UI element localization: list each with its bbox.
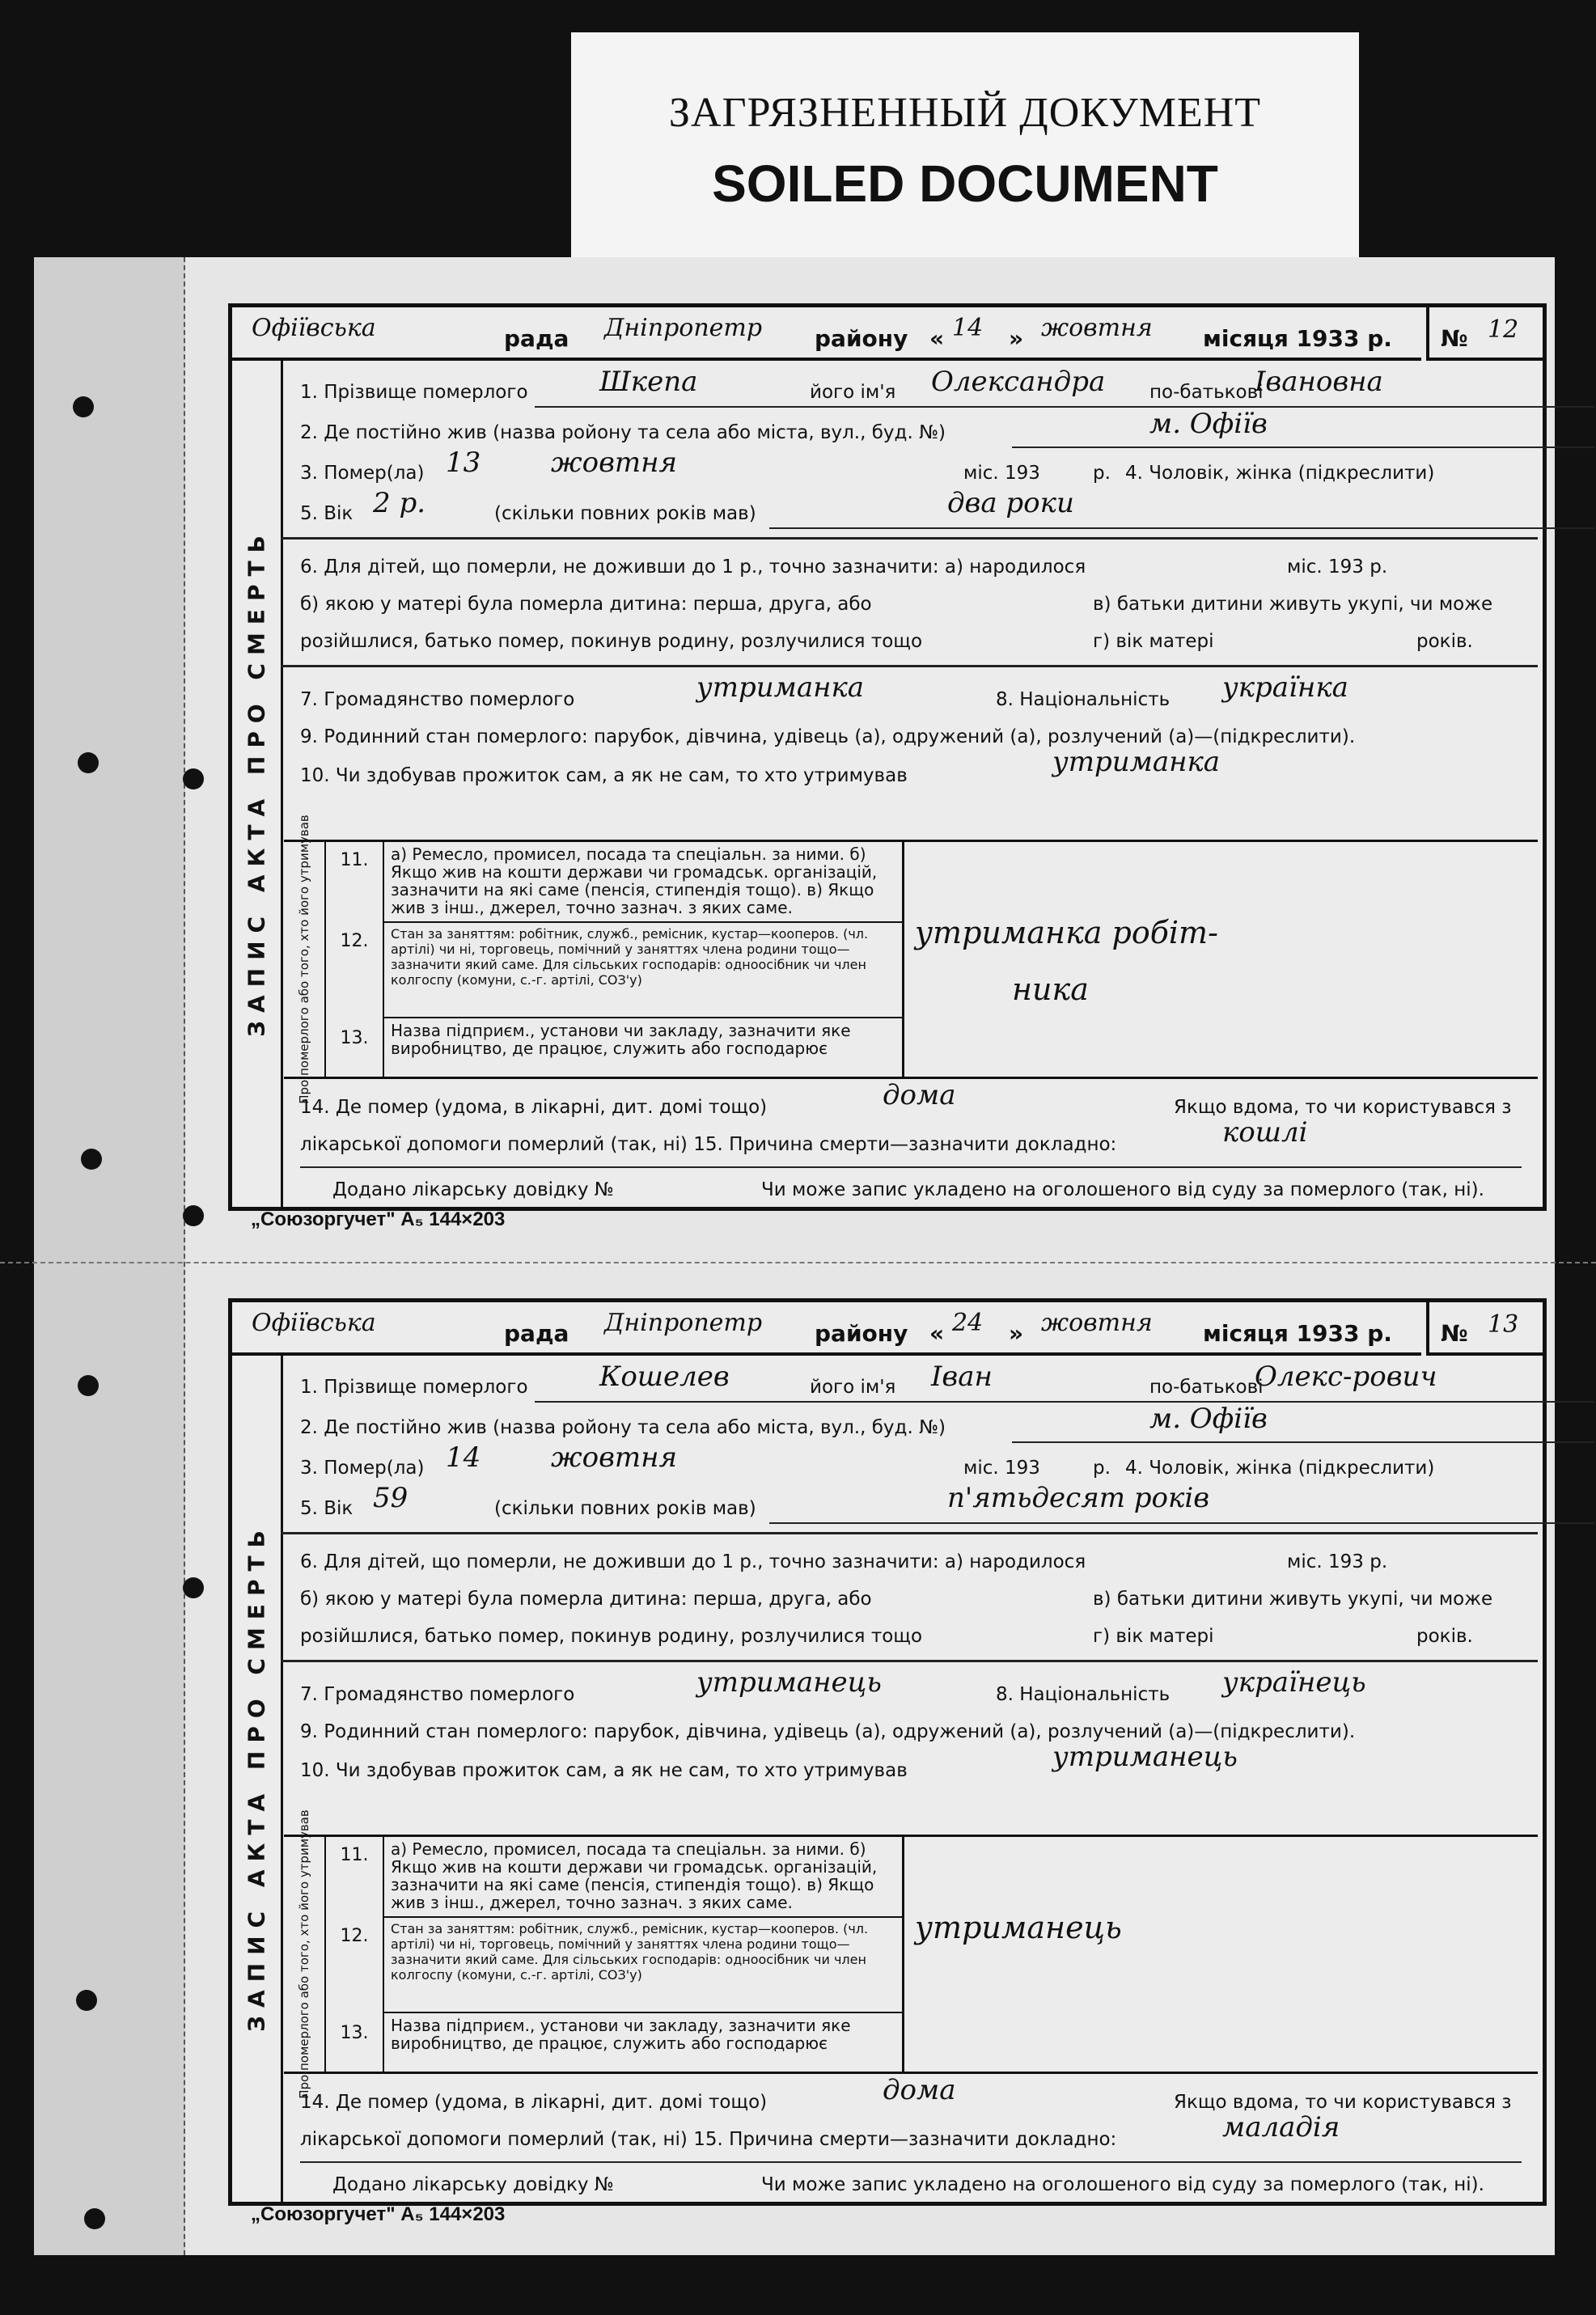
field-4-label: 4. Чоловік, жінка (підкреслити) [1125,463,1435,484]
nationality-value: українець [1222,1666,1366,1699]
item-12-text: Стан за заняттям: робітник, служб., ремісник, кустар—кооперов. (чл. артілі) чи ні, торговець, помічний у заняттях члена родини тощо—зазначити який саме. Для сільських господарів: одноосібник чи член колгоспу (комуни, с.-г. артілі, СОЗ'у) [384,1918,902,2013]
quote-open: « [929,325,945,352]
form-footer-1: „Союзоргучет" А₅ 144×203 [251,1208,506,1230]
field-3-month-label: міс. 193 [963,1458,1040,1479]
rada-label: рада [504,1320,569,1347]
age-words-value: два роки [947,487,1074,519]
month-year-label: місяця 1933 р. [1203,1320,1392,1347]
field-10-label: 10. Чи здобував прожиток сам, а як не сам, то хто утримував [300,1760,908,1781]
field-16-label: Додано лікарську довідку № [332,2174,614,2195]
died-day-value: 13 [446,446,481,479]
occupation-value-2: ника [1012,971,1089,1007]
field-6b-label: б) якою у матері була померла дитина: перша, друга, або [300,1589,872,1610]
underline [1012,446,1594,448]
occupation-numbers [326,842,384,1077]
name-value: Олександра [931,366,1106,398]
name-value: Іван [931,1361,993,1393]
surname-value: Шкепа [599,366,698,398]
citizenship-value: утриманець [696,1666,882,1699]
field-2-label: 2. Де постійно жив (назва ройону та села або міста, вул., буд. №) [300,1417,946,1438]
punch-hole [78,1375,99,1396]
field-14-note: Якщо вдома, то чи користувався з [1174,1097,1512,1118]
form-header [232,307,1421,361]
punch-hole [76,1990,97,2011]
address-value: м. Офіїв [1149,408,1268,440]
field-15-label: лікарської допомоги померлий (так, ні) 15. Причина смерти—зазначити докладно: [300,1134,1117,1155]
surname-value: Кошелев [599,1361,730,1393]
supported-by-value: утриманець [1052,1741,1238,1773]
binding-strip [34,257,185,2255]
section-divider [281,537,1538,540]
number-label: № [1441,1320,1468,1347]
side-title-text: ЗАПИС АКТА ПРО СМЕРТЬ [243,527,270,1037]
occupation-side-text: Про померлого або того, хто його утримував [297,1809,311,2099]
field-1-name-label: його ім'я [810,382,896,403]
field-16-note: Чи може запис укладено на оголошеного від суду за померлого (так, ні). [761,1179,1484,1200]
cause-value: кошлі [1222,1116,1308,1149]
field-5-label: 5. Вік [300,503,353,524]
form-footer-2: „Союзоргучет" А₅ 144×203 [251,2203,506,2225]
occupation-side [284,1809,326,2099]
field-6a-date: міс. 193 р. [1287,557,1388,578]
field-10-label: 10. Чи здобував прожиток сам, а як не сам, то хто утримував [300,765,908,786]
number-label: № [1441,325,1468,352]
field-7-label: 7. Громадянство померлого [300,1684,575,1705]
field-6b-label: б) якою у матері була померла дитина: перша, друга, або [300,594,872,615]
field-15-label: лікарської допомоги померлий (так, ні) 15. Причина смерти—зазначити докладно: [300,2129,1117,2150]
underline [300,2161,1522,2163]
patronymic-value: Івановна [1255,366,1383,398]
field-3-label: 3. Помер(ла) [300,463,425,484]
field-14-label: 14. Де помер (удома, в лікарні, дит. домі тощо) [300,1097,768,1118]
field-3-label: 3. Помер(ла) [300,1458,425,1479]
record-number-box [1426,1302,1543,1356]
soiled-document-stamp [571,32,1359,275]
underline [300,1166,1522,1168]
quote-open: « [929,1320,945,1347]
form-body [284,1352,1538,2202]
field-6v-label: в) батьки дитини живуть укупі, чи може [1093,594,1493,615]
item-12-number: 12. [340,1926,369,1946]
field-9-label: 9. Родинний стан померлого: парубок, дівчина, удівець (а), одружений (а), розлучений (а)—(підкреслити). [300,726,1356,747]
field-1-label: 1. Прізвище померлого [300,382,528,403]
underline [769,527,1594,529]
field-1-patr-label: по-батькові [1149,1377,1264,1398]
death-record-form-2 [228,1298,1547,2206]
underline [535,406,1594,408]
record-number: 13 [1488,1310,1519,1339]
punch-hole [183,1577,204,1598]
field-14-note: Якщо вдома, то чи користувався з [1174,2092,1512,2113]
address-value: м. Офіїв [1149,1403,1268,1435]
nationality-value: українка [1222,671,1348,704]
raion-label: району [815,1320,908,1347]
stamp-text-en: SOILED DOCUMENT [712,154,1218,213]
field-6a-date: міс. 193 р. [1287,1551,1388,1572]
field-7-label: 7. Громадянство померлого [300,689,575,710]
field-9-label: 9. Родинний стан померлого: парубок, дівчина, удівець (а), одружений (а), розлучений (а)—(підкреслити). [300,1721,1356,1742]
underline [769,1522,1594,1524]
stamp-text-ru: ЗАГРЯЗНЕННЫЙ ДОКУМЕНТ [668,90,1262,136]
raion-label: району [815,325,908,352]
record-number: 12 [1488,315,1519,344]
occupation-descriptions [384,842,904,1077]
field-8-label: 8. Національність [996,1684,1171,1705]
quote-close: » [1009,325,1024,352]
item-13-text: Назва підприєм., установи чи закладу, зазначити яке виробництво, де працює, служить або господарює [391,1021,851,1058]
month-year-label: місяця 1933 р. [1203,325,1392,352]
occupation-numbers [326,1837,384,2072]
side-title [232,358,283,1207]
selrada-value: Офіївська [252,314,376,342]
supported-by-value: утриманка [1052,746,1221,778]
field-5-note: (скільки повних років мав) [494,1498,756,1519]
occupation-descriptions [384,1837,904,2072]
item-11-text: а) Ремесло, промисел, посада та спеціальн. за ними. б) Якщо жив на кошти держави чи громадськ. організацій, зазначити на які саме (пенсія, стипендія тощо). в) Якщо жив з інш., джерел, точно зазнач. з яких саме. [384,842,902,923]
field-6v-label: в) батьки дитини живуть укупі, чи може [1093,1589,1493,1610]
died-day-value: 14 [446,1441,481,1474]
section-divider [281,1532,1538,1534]
field-6g-label: г) вік матері [1093,631,1214,652]
month-value: жовтня [1041,314,1153,342]
age-value: 59 [373,1482,409,1514]
form-body [284,358,1538,1207]
death-record-form-1 [228,303,1547,1211]
age-words-value: п'ятьдесят років [947,1482,1209,1514]
punch-hole [84,2208,105,2229]
punch-hole [183,1205,204,1226]
punch-hole [183,768,204,789]
citizenship-value: утриманка [696,671,865,704]
rada-label: рада [504,325,569,352]
item-12-text: Стан за заняттям: робітник, служб., ремісник, кустар—кооперов. (чл. артілі) чи ні, торговець, помічний у заняттях члена родини тощо—зазначити який саме. Для сільських господарів: одноосібник чи член колгоспу (комуни, с.-г. артілі, СОЗ'у) [384,923,902,1018]
occupation-value-1: утриманка робіт- [915,915,1218,950]
month-value: жовтня [1041,1309,1153,1337]
age-value: 2 р. [373,487,426,519]
section-divider [281,665,1538,667]
day-value: 24 [952,1309,984,1337]
place-value: дома [883,1079,956,1111]
died-month-value: жовтня [551,446,678,479]
item-13-number: 13. [340,2023,369,2043]
underline [535,1401,1594,1403]
field-6g-years: років. [1416,631,1473,652]
page-fold [0,1262,1596,1263]
raion-value: Дніпропетр [604,314,763,342]
day-value: 14 [952,314,984,342]
occupation-side-text: Про померлого або того, хто його утримував [297,815,311,1104]
side-title-text: ЗАПИС АКТА ПРО СМЕРТЬ [243,1522,270,2032]
field-16-note: Чи може запис укладено на оголошеного від суду за померлого (так, ні). [761,2174,1484,2195]
field-6a-label: 6. Для дітей, що померли, не доживши до 1 р., точно зазначити: а) народилося [300,1551,1086,1572]
selrada-value: Офіївська [252,1309,376,1337]
record-number-box [1426,307,1543,361]
field-6c-label: розійшлися, батько помер, покинув родину, розлучилися тощо [300,631,923,652]
field-16-label: Додано лікарську довідку № [332,1179,614,1200]
died-month-value: жовтня [551,1441,678,1474]
punch-hole [81,1149,102,1170]
field-8-label: 8. Національність [996,689,1171,710]
field-2-label: 2. Де постійно жив (назва ройону та села або міста, вул., буд. №) [300,422,946,443]
patronymic-value: Олекс-рович [1255,1361,1437,1393]
field-6a-label: 6. Для дітей, що померли, не доживши до 1 р., точно зазначити: а) народилося [300,557,1086,578]
item-13-text: Назва підприєм., установи чи закладу, зазначити яке виробництво, де працює, служить або господарює [391,2016,851,2053]
form-header [232,1302,1421,1356]
field-5-label: 5. Вік [300,1498,353,1519]
section-divider [281,1660,1538,1662]
item-11-text: а) Ремесло, промисел, посада та спеціальн. за ними. б) Якщо жив на кошти держави чи громадськ. організацій, зазначити на які саме (пенсія, стипендія тощо). в) Якщо жив з інш., джерел, точно зазнач. з яких саме. [384,1837,902,1918]
occupation-side [284,815,326,1104]
punch-hole [78,752,99,773]
punch-hole [73,396,94,417]
cause-value: маладія [1222,2111,1340,2144]
underline [1012,1441,1594,1443]
item-11-number: 11. [340,850,369,870]
field-6c-label: розійшлися, батько помер, покинув родину, розлучилися тощо [300,1626,923,1647]
field-1-patr-label: по-батькові [1149,382,1264,403]
field-3-month-label: міс. 193 [963,463,1040,484]
item-11-number: 11. [340,1845,369,1865]
field-6g-label: г) вік матері [1093,1626,1214,1647]
field-14-label: 14. Де помер (удома, в лікарні, дит. домі тощо) [300,2092,768,2113]
occupation-value-1: утриманець [915,1910,1122,1945]
quote-close: » [1009,1320,1024,1347]
field-3-year-label: р. [1093,1458,1111,1479]
field-1-name-label: його ім'я [810,1377,896,1398]
place-value: дома [883,2074,956,2106]
side-title [232,1352,283,2202]
field-6g-years: років. [1416,1626,1473,1647]
item-13-number: 13. [340,1028,369,1048]
item-12-number: 12. [340,931,369,951]
field-3-year-label: р. [1093,463,1111,484]
raion-value: Дніпропетр [604,1309,763,1337]
field-4-label: 4. Чоловік, жінка (підкреслити) [1125,1458,1435,1479]
field-1-label: 1. Прізвище померлого [300,1377,528,1398]
field-5-note: (скільки повних років мав) [494,503,756,524]
